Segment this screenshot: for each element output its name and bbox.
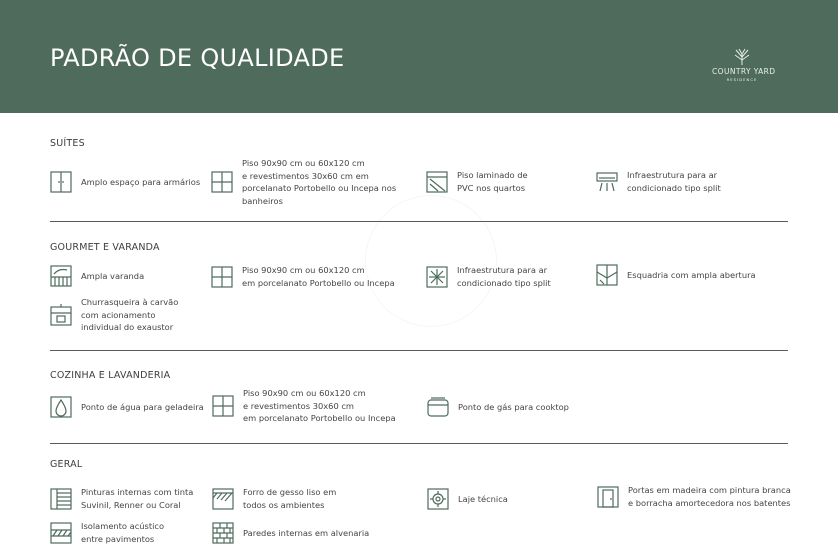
feature-item <box>597 484 791 509</box>
barbecue-icon <box>50 304 72 326</box>
feature-label: Piso 90x90 cm ou 60x120 cm <box>242 265 365 275</box>
snowflake-icon <box>426 266 448 288</box>
feature-item <box>596 169 721 194</box>
plaster-ceiling-icon <box>212 488 234 510</box>
feature-item <box>50 520 164 545</box>
feature-label: Esquadria com ampla abertura <box>627 269 756 280</box>
feature-label: com acionamento <box>81 309 156 320</box>
feature-item <box>211 157 396 207</box>
window-frame-icon <box>596 264 618 286</box>
feature-label: Amplo espaço para armários <box>81 176 201 187</box>
feature-item <box>50 296 178 334</box>
page-title: PADRÃO DE QUALIDADE <box>50 44 345 72</box>
logo-subtitle: RESIDENCE <box>726 77 758 82</box>
feature-label: individual do exaustor <box>81 322 174 332</box>
feature-item <box>212 387 396 425</box>
air-conditioner-icon <box>596 171 618 193</box>
section-divider <box>50 443 788 444</box>
feature-label: Infraestrutura para ar <box>457 265 548 275</box>
feature-item <box>50 486 193 511</box>
feature-label: porcelanato Portobello ou Incepa nos <box>242 183 397 193</box>
feature-item <box>596 264 756 286</box>
feature-item <box>427 488 508 510</box>
feature-label: Ponto de gás para cooktop <box>458 401 569 412</box>
feature-label: e revestimentos 30x60 cm <box>243 400 355 411</box>
feature-item <box>426 264 551 289</box>
floor-tile-icon <box>212 395 234 417</box>
section-title-suites: SUÍTES <box>50 138 85 149</box>
gas-cooktop-icon <box>427 396 449 418</box>
feature-label: Pinturas internas com tinta <box>81 487 194 497</box>
wardrobe-icon <box>50 171 72 193</box>
feature-label: Churrasqueira à carvão <box>81 297 179 307</box>
feature-item <box>212 522 369 544</box>
tree-logo-icon <box>731 48 753 66</box>
page-header <box>0 0 838 113</box>
feature-label: Piso laminado de <box>457 170 528 180</box>
section-title-gourmet: GOURMET E VARANDA <box>50 242 160 253</box>
feature-label: e revestimentos 30x60 cm em <box>242 170 369 181</box>
feature-label: entre pavimentos <box>81 533 155 544</box>
feature-label: condicionado tipo split <box>457 277 551 288</box>
feature-item <box>50 396 204 418</box>
feature-label: Piso 90x90 cm ou 60x120 cm <box>242 158 365 168</box>
feature-label: Piso 90x90 cm ou 60x120 cm <box>243 388 366 398</box>
floor-tile-icon <box>211 171 233 193</box>
feature-label: Isolamento acústico <box>81 521 165 531</box>
feature-item <box>426 169 528 194</box>
feature-item <box>50 171 200 193</box>
background-watermark <box>365 195 497 327</box>
feature-item <box>50 265 144 287</box>
feature-label: e borracha amortecedora nos batentes <box>628 497 791 508</box>
feature-item <box>212 486 336 511</box>
country-yard-logo <box>712 48 776 82</box>
feature-label: Ampla varanda <box>81 270 145 281</box>
feature-label: PVC nos quartos <box>457 182 526 193</box>
logo-name: COUNTRY YARD <box>712 67 776 76</box>
balcony-icon <box>50 265 72 287</box>
section-title-geral: GERAL <box>50 459 83 470</box>
feature-item <box>211 264 395 289</box>
feature-label: Suvinil, Renner ou Coral <box>81 499 181 510</box>
water-drop-icon <box>50 396 72 418</box>
feature-label: Paredes internas em alvenaria <box>243 527 370 538</box>
feature-label: Laje técnica <box>458 493 508 504</box>
acoustic-insulation-icon <box>50 522 72 544</box>
door-icon <box>597 486 619 508</box>
brick-wall-icon <box>212 522 234 544</box>
section-title-cozinha: COZINHA E LAVANDERIA <box>50 370 171 381</box>
paint-wall-icon <box>50 488 72 510</box>
slab-gear-icon <box>427 488 449 510</box>
section-divider <box>50 221 788 222</box>
feature-label: banheiros <box>242 195 283 206</box>
feature-item <box>427 396 569 418</box>
feature-label: todos os ambientes <box>243 499 325 510</box>
feature-label: Forro de gesso liso em <box>243 487 337 497</box>
laminate-floor-icon <box>426 171 448 193</box>
feature-label: Infraestrutura para ar <box>627 170 718 180</box>
feature-label: em porcelanato Portobello ou Incepa <box>242 277 395 288</box>
section-divider <box>50 350 788 351</box>
floor-tile-icon <box>211 266 233 288</box>
feature-label: condicionado tipo split <box>627 182 721 193</box>
feature-label: Ponto de água para geladeira <box>81 401 204 412</box>
feature-label: em porcelanato Portobello ou Incepa <box>243 413 396 423</box>
feature-label: Portas em madeira com pintura branca <box>628 485 791 495</box>
